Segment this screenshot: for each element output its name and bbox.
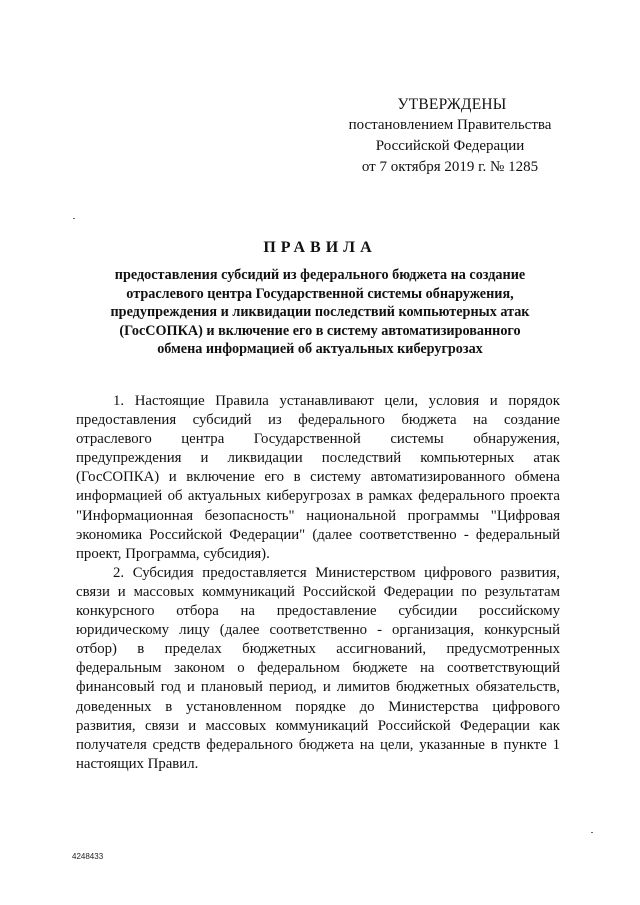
- document-subtitle: [80, 266, 560, 359]
- document-title: ПРАВИЛА: [263, 239, 377, 256]
- subtitle-line: (ГосСОПКА) и включение его в систему автоматизированного: [119, 322, 521, 339]
- approval-block: [330, 94, 570, 178]
- document-code: 4248433: [72, 852, 104, 861]
- subtitle-line: предупреждения и ликвидации последствий компьютерных атак: [110, 304, 530, 321]
- paragraph-2: 2. Субсидия предоставляется Министерством цифрового развития, связи и массовых коммуникаций Российской Федерации по результатам конкурсного отбора на предоставление субсидии российскому юридическому лицу (далее соответственно - организация, конкурсный отбор) в пределах бюджетных ассигнований, предусмотренных федеральным законом о федеральном бюджете на соответствующий финансовый год и плановый период, и лимитов бюджетных обязательств, доведенных в установленном порядке до Министерства цифрового развития, связи и массовых коммуникаций Российской Федерации как получателя средств федерального бюджета на цели, указанные в пункте 1 настоящих Правил.: [76, 564, 560, 772]
- subtitle-line: отраслевого центра Государственной системы обнаружения,: [126, 285, 514, 302]
- paragraph-1: 1. Настоящие Правила устанавливают цели, условия и порядок предоставления субсидий из федерального бюджета на создание отраслевого центра Государственной системы обнаружения, предупреждения и ликвидации последствий компьютерных атак (ГосСОПКА) и включение его в систему автоматизированного обмена информацией об актуальных киберугрозах в рамках федерального проекта "Информационная безопасность" национальной программы "Цифровая экономика Российской Федерации" (далее соответственно - федеральный проект, Программа, субсидия).: [76, 393, 560, 562]
- subtitle-line: предоставления субсидий из федерального бюджета на создание: [114, 267, 526, 283]
- scan-speck: [73, 218, 75, 219]
- subtitle-line: обмена информацией об актуальных киберугрозах: [157, 341, 483, 358]
- approval-government-line: Российской Федерации: [375, 138, 525, 154]
- scan-speck: [591, 832, 593, 833]
- document-body: [76, 392, 560, 774]
- approval-heading: УТВЕРЖДЕНЫ: [397, 96, 507, 113]
- approval-decree-line: постановлением Правительства: [348, 117, 552, 133]
- approval-date-number: от 7 октября 2019 г. № 1285: [361, 159, 539, 175]
